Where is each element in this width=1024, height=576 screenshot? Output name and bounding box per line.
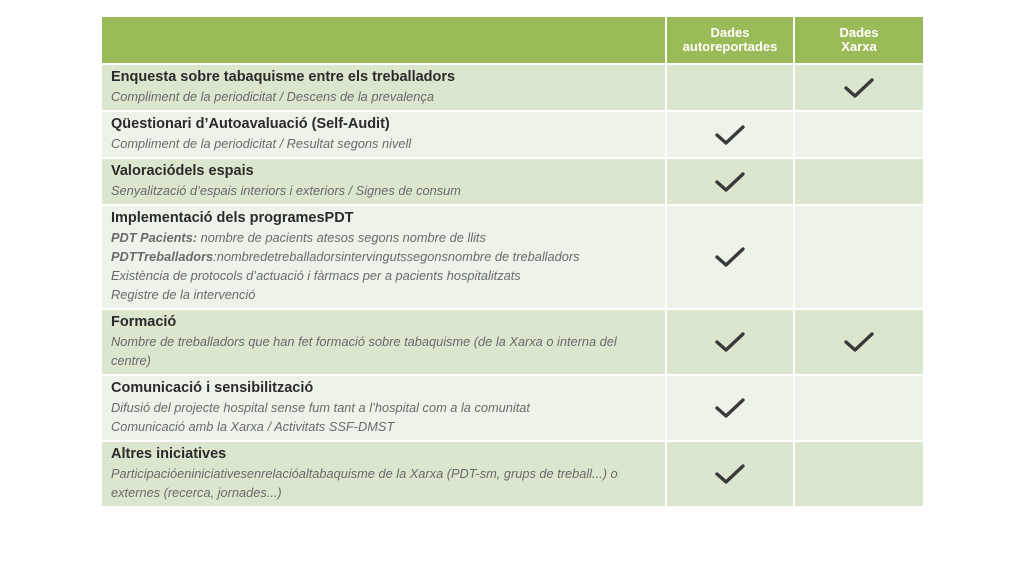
indicator-title: Enquesta sobre tabaquisme entre els treballadors	[111, 69, 456, 85]
indicator-cell	[102, 309, 666, 375]
indicator-detail-text: Nombre de treballadors que han fet formació sobre tabaquisme (de la Xarxa o interna del centre)	[111, 334, 617, 368]
self-reported-cell	[666, 441, 794, 507]
indicator-title: Valoraciódels espais	[111, 163, 254, 179]
table-row	[102, 205, 924, 309]
self-reported-cell	[666, 205, 794, 309]
header-network	[794, 17, 924, 64]
indicator-cell	[102, 205, 666, 309]
indicator-detail-text: Registre de la intervenció	[111, 287, 256, 302]
header-network-line2: Xarxa	[841, 39, 877, 54]
indicator-detail-text: Participacióeniniciativesenrelacióaltabaquisme de la Xarxa (PDT-sm, grups de treball...) o externes (recerca, jornades...)	[111, 466, 618, 500]
network-cell	[794, 375, 924, 441]
check-icon	[715, 463, 745, 485]
self-reported-cell	[666, 158, 794, 205]
indicator-detail	[111, 228, 657, 247]
indicator-detail	[111, 266, 657, 285]
self-reported-cell	[666, 64, 794, 111]
indicator-detail-text: Comunicació amb la Xarxa / Activitats SSF-DMST	[111, 419, 395, 434]
network-cell	[794, 111, 924, 158]
indicator-detail	[111, 464, 657, 502]
indicator-title: Qüestionari d’Autoavaluació (Self-Audit)	[111, 116, 390, 132]
network-cell	[794, 309, 924, 375]
indicator-detail-label: PDTTreballadors	[111, 249, 214, 264]
check-icon	[715, 246, 745, 268]
header-self-reported-line2: autoreportades	[682, 39, 778, 54]
self-reported-cell	[666, 111, 794, 158]
indicator-title: Altres iniciatives	[111, 446, 227, 462]
self-reported-cell	[666, 309, 794, 375]
table-row	[102, 64, 924, 111]
header-network-line1: Dades	[839, 25, 879, 40]
header-indicator	[102, 17, 666, 64]
indicator-title: Implementació dels programesPDT	[111, 210, 354, 226]
check-icon	[715, 171, 745, 193]
table-row	[102, 158, 924, 205]
indicator-detail	[111, 417, 657, 436]
indicator-detail	[111, 247, 657, 266]
table-row	[102, 111, 924, 158]
check-icon	[844, 331, 874, 353]
indicator-detail-label: PDT Pacients:	[111, 230, 198, 245]
check-icon	[844, 77, 874, 99]
indicator-cell	[102, 441, 666, 507]
indicator-title: Formació	[111, 314, 177, 330]
network-cell	[794, 64, 924, 111]
check-icon	[715, 124, 745, 146]
indicator-detail	[111, 134, 657, 153]
network-cell	[794, 441, 924, 507]
indicator-cell	[102, 158, 666, 205]
table-row	[102, 375, 924, 441]
indicator-detail	[111, 398, 657, 417]
table-row	[102, 441, 924, 507]
network-cell	[794, 158, 924, 205]
indicator-detail-text: Difusió del projecte hospital sense fum tant a l’hospital com a la comunitat	[111, 400, 530, 415]
indicator-detail	[111, 332, 657, 370]
table-row	[102, 309, 924, 375]
indicator-detail-text: Existència de protocols d’actuació i fàrmacs per a pacients hospitalitzats	[111, 268, 521, 283]
indicator-detail-text: nombre de pacients atesos segons nombre de llits	[197, 230, 486, 245]
indicator-detail	[111, 87, 657, 106]
indicator-cell	[102, 375, 666, 441]
indicator-detail-text: :nombredetreballadorsintervingutssegonsnombre de treballadors	[213, 249, 580, 264]
indicator-detail-text: Senyalització d’espais interiors i exteriors / Signes de consum	[111, 183, 461, 198]
indicator-detail-text: Compliment de la periodicitat / Descens de la prevalença	[111, 89, 434, 104]
header-row	[102, 17, 924, 64]
indicator-detail	[111, 181, 657, 200]
indicator-cell	[102, 111, 666, 158]
indicators-table	[102, 17, 925, 508]
check-icon	[715, 397, 745, 419]
indicator-title: Comunicació i sensibilització	[111, 380, 314, 396]
network-cell	[794, 205, 924, 309]
indicator-detail	[111, 285, 657, 304]
check-icon	[715, 331, 745, 353]
self-reported-cell	[666, 375, 794, 441]
indicator-cell	[102, 64, 666, 111]
indicator-detail-text: Compliment de la periodicitat / Resultat segons nivell	[111, 136, 412, 151]
header-self-reported	[666, 17, 794, 64]
header-self-reported-line1: Dades	[710, 25, 750, 40]
